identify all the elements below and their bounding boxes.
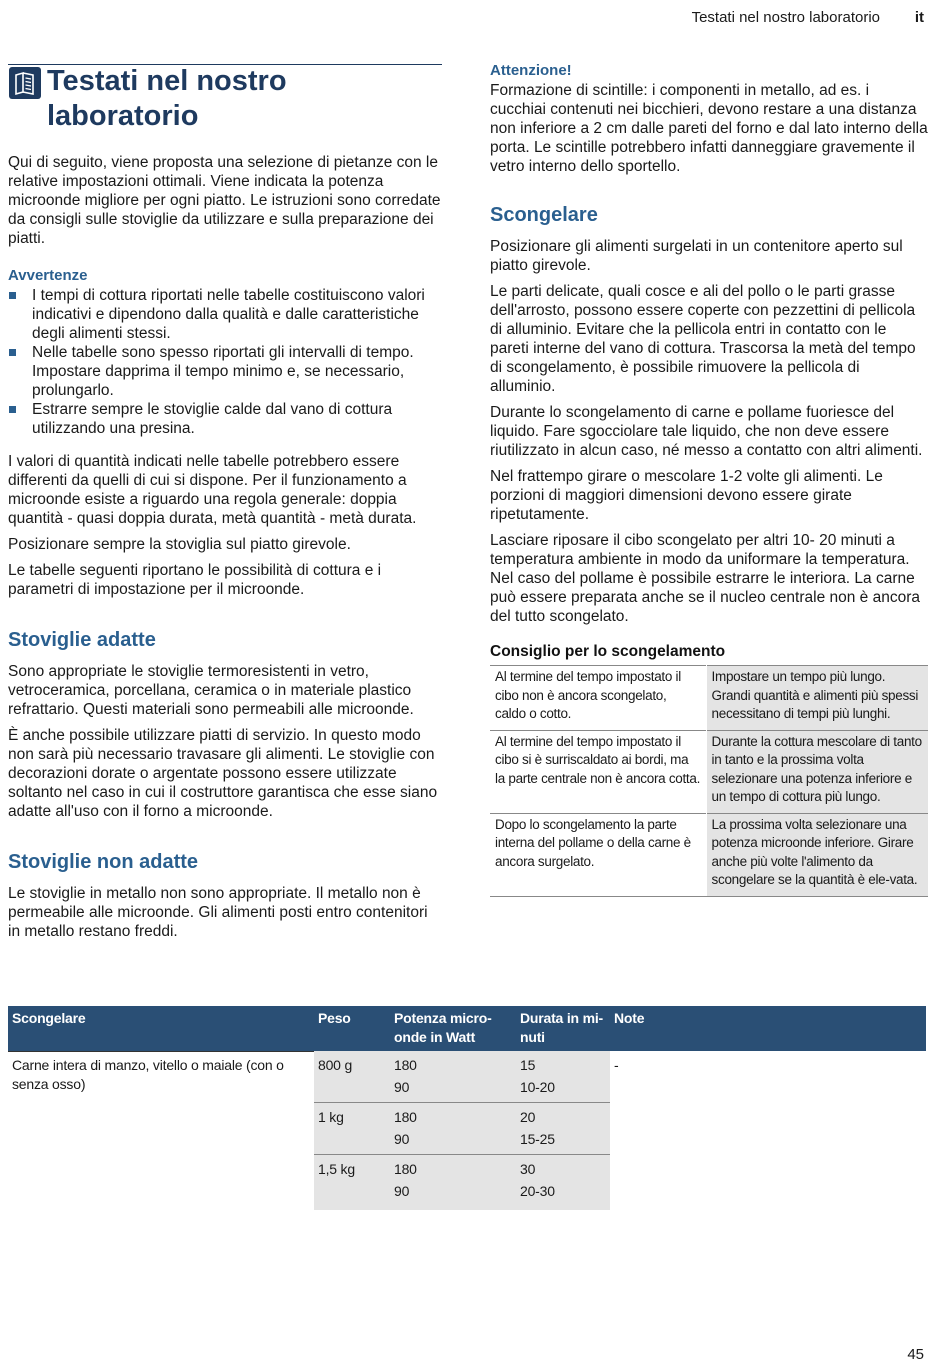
bullet-square-icon — [9, 292, 16, 299]
running-header — [0, 8, 950, 30]
attention-paragraph: Formazione di scintille: i componenti in metallo, ad es. i cucchiai contenuti nei bicchieri, devono restare a una distanza non inferiore a 2 cm dalle pareti del forno e dal lato interno della porta. Le scintille potrebbero infatti danneggiare gravemente il vetro interno dello sportello. — [490, 82, 928, 175]
warning-item: Nelle tabelle sono spesso riportati gli intervalli di tempo. Impostare dapprima il tempo minimo e, se necessario, prolungarlo. — [8, 343, 442, 400]
tip-solution: Impostare un tempo più lungo. Grandi quantità e alimenti più spessi necessitano di tempi più lunghi. — [706, 666, 928, 731]
unsuitable-dishes-paragraph: Le stoviglie in metallo non sono appropriate. Il metallo non è permeabile alle microonde. Gli alimenti posti entro contenitori in metallo restano freddi. — [8, 885, 428, 940]
weight-cell: 1 kg — [314, 1103, 390, 1155]
power-cell: 180 90 — [390, 1051, 516, 1103]
unsuitable-dishes-heading: Stoviglie non adatte — [8, 851, 199, 873]
defrost-tips-table — [490, 665, 928, 897]
intro-paragraph: Qui di seguito, viene proposta una selezione di pietanze con le relative impostazioni ottimali. Viene indicata la potenza microonde migliore per ogni piatto. Le istruzioni sono corredate da consigli sulle stoviglie da utilizzare e sulla preparazione dei piatti. — [8, 154, 441, 247]
tip-problem: Al termine del tempo impostato il cibo non è ancora scongelato, caldo o cotto. — [490, 666, 706, 731]
column-header-duration: Durata in mi-nuti — [516, 1006, 610, 1051]
bullet-square-icon — [9, 406, 16, 413]
right-column — [490, 62, 928, 897]
defrost-paragraph: Lasciare riposare il cibo scongelato per altri 10- 20 minuti a temperatura ambiente in modo da uniformare la temperatura. Nel caso del pollame è possibile estrarre le interiora. La carne può essere preparata anche se il nucleo centrale non è ancora del tutto scongelato. — [490, 532, 920, 625]
weight-cell: 800 g — [314, 1051, 390, 1103]
turntable-paragraph: Posizionare sempre la stoviglia sul piatto girevole. — [8, 536, 351, 553]
attention-title: Attenzione! — [490, 62, 572, 79]
page-number: 45 — [907, 1346, 924, 1363]
tip-problem: Al termine del tempo impostato il cibo si è surriscaldato ai bordi, ma la parte centrale non è ancora cotta. — [490, 730, 706, 813]
tip-solution: La prossima volta selezionare una potenza microonde inferiore. Girare anche più volte l'alimento da scongelare se la quantità è ele-vata. — [706, 813, 928, 896]
weight-cell: 1,5 kg — [314, 1155, 390, 1211]
table-row — [8, 1051, 926, 1103]
note-cell: - — [614, 1057, 619, 1073]
defrost-paragraph: Durante lo scongelamento di carne e pollame fuoriesce del liquido. Fare sgocciolare tale liquido, che non deve essere riutilizzato in alcun caso, né messo a contatto con altri alimenti. — [490, 404, 923, 459]
suitable-dishes-heading: Stoviglie adatte — [8, 629, 156, 651]
left-column — [8, 153, 442, 948]
duration-cell: 15 10-20 — [516, 1051, 610, 1103]
tip-problem: Dopo lo scongelamento la parte interna del pollame o della carne è ancora surgelato. — [490, 813, 706, 896]
defrost-tips-title: Consiglio per lo scongelamento — [490, 643, 726, 660]
tables-paragraph: Le tabelle seguenti riportano le possibilità di cottura e i parametri di impostazione per il microonde. — [8, 562, 382, 598]
table-header-row — [8, 1006, 926, 1051]
header-title: Testati nel nostro laboratorio — [691, 9, 880, 26]
food-cell: Carne intera di manzo, vitello o maiale (con o senza osso) — [8, 1051, 314, 1210]
suitable-dishes-paragraph: Sono appropriate le stoviglie termoresistenti in vetro, vetroceramica, porcellana, ceramica o in materiale plastico refrattario. Questi materiali sono permeabili alle microonde. — [8, 663, 414, 718]
table-row — [490, 666, 928, 731]
table-row — [490, 813, 928, 896]
warning-item: Estrarre sempre le stoviglie calde dal vano di cottura utilizzando una presina. — [8, 400, 442, 438]
defrost-settings-table — [8, 1006, 926, 1210]
warnings-list — [8, 286, 442, 438]
book-icon — [8, 66, 42, 100]
header-language: it — [914, 9, 924, 26]
bullet-square-icon — [9, 349, 16, 356]
column-header-power: Potenza micro-onde in Watt — [390, 1006, 516, 1051]
column-header-weight: Peso — [314, 1006, 390, 1051]
page-title: Testati nel nostro laboratorio — [47, 65, 287, 132]
column-header-note: Note — [610, 1006, 926, 1051]
power-cell: 180 90 — [390, 1103, 516, 1155]
defrost-paragraph: Le parti delicate, quali cosce e ali del pollo o le parti grasse dell'arrosto, possono essere coperte con pezzettini di pellicola di alluminio. Evitare che la pellicola entri in contatto con le pareti interne del vano di cottura. Trascorsa la metà del tempo di scongelamento, è possibile rimuovere la pellicola di alluminio. — [490, 283, 916, 395]
defrost-heading: Scongelare — [490, 204, 598, 226]
table-row — [490, 730, 928, 813]
warnings-title: Avvertenze — [8, 267, 88, 284]
duration-cell: 30 20-30 — [516, 1155, 610, 1211]
warning-item: I tempi di cottura riportati nelle tabelle costituiscono valori indicativi e dipendono dalla qualità e dalle caratteristiche degli alimenti stessi. — [8, 286, 442, 343]
duration-cell: 20 15-25 — [516, 1103, 610, 1155]
power-cell: 180 90 — [390, 1155, 516, 1211]
defrost-paragraph: Nel frattempo girare o mescolare 1-2 volte gli alimenti. Le porzioni di maggiori dimensioni devono essere girate ripetutamente. — [490, 468, 883, 523]
serving-dishes-paragraph: È anche possibile utilizzare piatti di servizio. In questo modo non sarà più necessario travasare gli alimenti. Le stoviglie con decorazioni dorate o argentate possono essere utilizzate soltanto nel caso in cui il costruttore garantisca che esse siano adatte all'uso con il forno a microonde. — [8, 727, 438, 820]
column-header-food: Scongelare — [8, 1006, 314, 1051]
quantity-paragraph: I valori di quantità indicati nelle tabelle potrebbero essere differenti da quelli di cui si dispone. Per il funzionamento a microonde esiste a riguardo una regola generale: doppia quantità - quasi doppia durata, metà quantità - metà durata. — [8, 453, 417, 527]
tip-solution: Durante la cottura mescolare di tanto in tanto e la prossima volta selezionare una potenza inferiore e un tempo di cottura più lungo. — [706, 730, 928, 813]
defrost-paragraph: Posizionare gli alimenti surgelati in un contenitore aperto sul piatto girevole. — [490, 238, 903, 274]
